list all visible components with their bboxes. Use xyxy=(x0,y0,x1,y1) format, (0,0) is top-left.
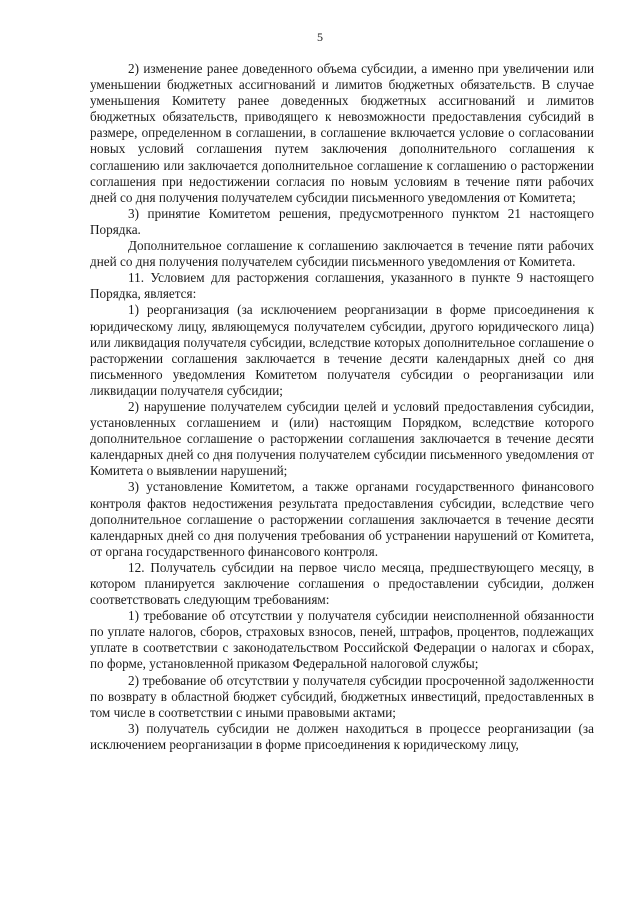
paragraph-10-additional-agreement: Дополнительное соглашение к соглашению заключается в течение пяти рабочих дней со дня получения получателем субсидии письменного уведомления от Комитета. xyxy=(90,238,594,270)
paragraph-11-item-1: 1) реорганизация (за исключением реорганизации в форме присоединения к юридическому лицу, являющемуся получателем субсидии, другого юридического лица) или ликвидация получателя субсидии, вследствие которых дополнительное соглашение о расторжении соглашения заключается в течение десяти календарных дней со дня письменного уведомления Комитетом получателя субсидии о реорганизации или ликвидации получателя субсидии; xyxy=(90,302,594,398)
page-number: 5 xyxy=(317,30,323,44)
paragraph-12-item-2: 2) требование об отсутствии у получателя субсидии просроченной задолженности по возврату в областной бюджет субсидий, бюджетных инвестиций, предоставленных в том числе в соответствии с иными правовыми актами; xyxy=(90,672,594,720)
paragraph-11-item-3: 3) установление Комитетом, а также органами государственного финансового контроля фактов недостижения результата предоставления субсидии, вследствие чего дополнительное соглашение о расторжении соглашения заключается в течение десяти календарных дней со дня получения требования об устранении нарушений от Комитета, от органа государственного финансового контроля. xyxy=(90,479,594,559)
paragraph-11-intro: 11. Условием для расторжения соглашения, указанного в пункте 9 настоящего Порядка, является: xyxy=(90,270,594,302)
paragraph-12-intro: 12. Получатель субсидии на первое число месяца, предшествующего месяцу, в котором планируется заключение соглашения о предоставлении субсидии, должен соответствовать следующим требованиям: xyxy=(90,559,594,608)
paragraph-12-item-3: 3) получатель субсидии не должен находиться в процессе реорганизации (за исключением реорганизации в форме присоединения к юридическому лицу, xyxy=(90,720,594,752)
paragraph-10-item-2: 2) изменение ранее доведенного объема субсидии, а именно при увеличении или уменьшении бюджетных ассигнований и лимитов бюджетных обязательств. В случае уменьшения Комитету ранее доведенных бюджетных ассигнований и лимитов бюджетных обязательств, приводящего к невозможности предоставления субсидий в размере, определенном в соглашении, в соглашение включается условие о согласовании новых условий соглашения путем заключения дополнительного соглашения к соглашению или заключается дополнительное соглашение к соглашению о расторжении соглашения при недостижении согласия по новым условиям в течение пяти рабочих дней со дня получения получателем субсидии письменного уведомления от Комитета; xyxy=(90,61,594,205)
paragraph-11-item-2: 2) нарушение получателем субсидии целей и условий предоставления субсидии, установленных соглашением и (или) настоящим Порядком, вследствие которого дополнительное соглашение о расторжении соглашения заключается в течение десяти календарных дней со дня получения получателем субсидии письменного уведомления от Комитета о выявлении нарушений; xyxy=(90,398,594,479)
document-body xyxy=(90,61,594,753)
paragraph-12-item-1: 1) требование об отсутствии у получателя субсидии неисполненной обязанности по уплате налогов, сборов, страховых взносов, пеней, штрафов, процентов, подлежащих уплате в соответствии с законодательством Российской Федерации о налогах и сборах, по форме, установленной приказом Федеральной налоговой службы; xyxy=(90,608,594,672)
paragraph-10-item-3: 3) принятие Комитетом решения, предусмотренного пунктом 21 настоящего Порядка. xyxy=(90,205,594,237)
